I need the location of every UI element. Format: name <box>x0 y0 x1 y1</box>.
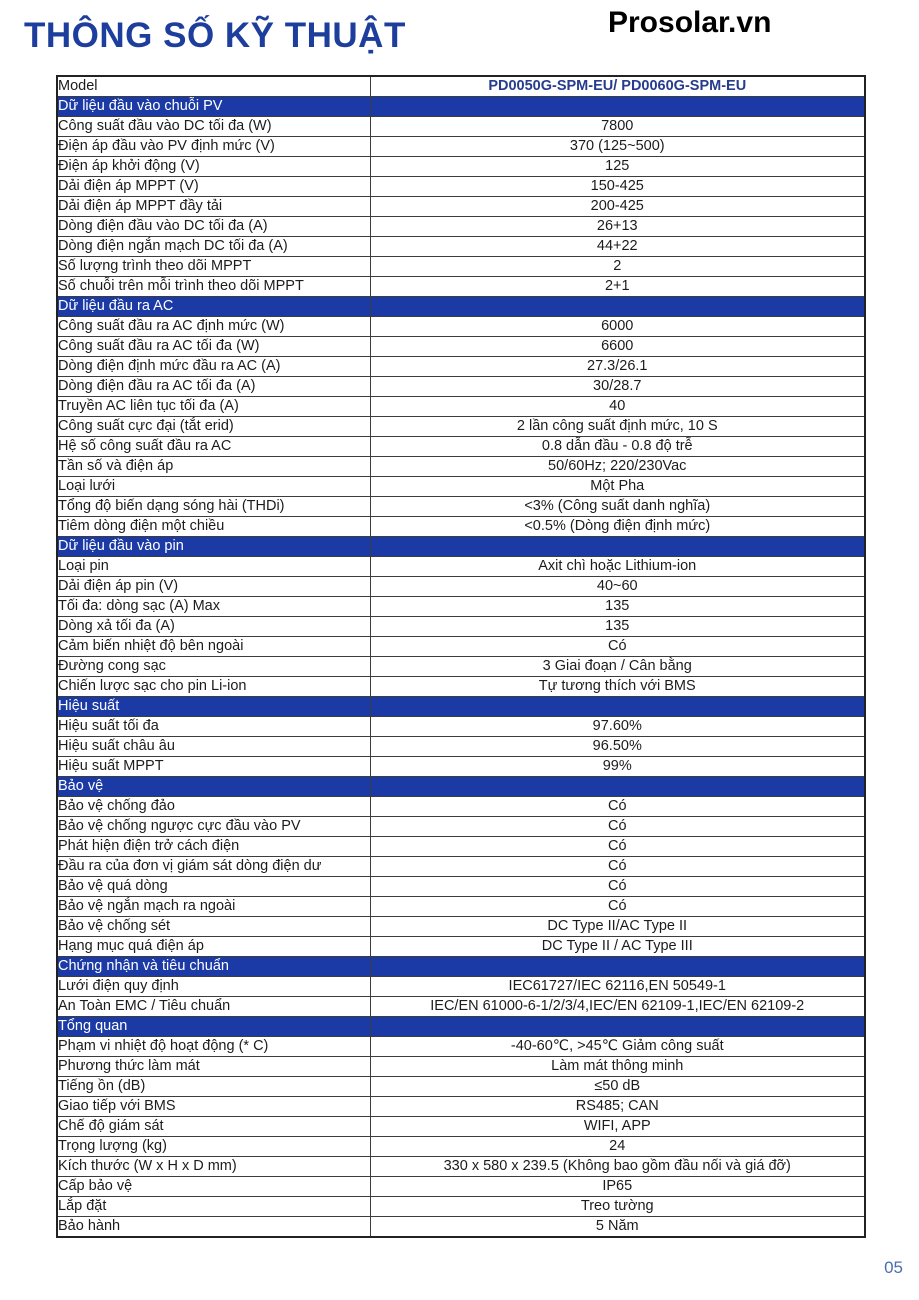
spec-label: Phạm vi nhiệt độ hoạt động (* C) <box>57 1037 370 1057</box>
section-title: Bảo vệ <box>57 777 370 797</box>
spec-value: Có <box>370 817 865 837</box>
page-number: 05 <box>884 1258 903 1277</box>
spec-row <box>57 357 865 377</box>
page-title: THÔNG SỐ KỸ THUẬT <box>24 16 406 55</box>
spec-value: 24 <box>370 1137 865 1157</box>
spec-value: 6600 <box>370 337 865 357</box>
spec-label: Bảo vệ quá dòng <box>57 877 370 897</box>
spec-label: Trọng lượng (kg) <box>57 1137 370 1157</box>
spec-value: 135 <box>370 617 865 637</box>
spec-label: Dải điện áp pin (V) <box>57 577 370 597</box>
spec-row <box>57 237 865 257</box>
spec-label: Giao tiếp với BMS <box>57 1097 370 1117</box>
spec-value: 96.50% <box>370 737 865 757</box>
spec-value: 40 <box>370 397 865 417</box>
spec-label: Bảo vệ chống đảo <box>57 797 370 817</box>
spec-row <box>57 857 865 877</box>
section-spacer <box>370 537 865 557</box>
spec-value: 97.60% <box>370 717 865 737</box>
spec-value: 370 (125~500) <box>370 137 865 157</box>
spec-value: 44+22 <box>370 237 865 257</box>
spec-value: WIFI, APP <box>370 1117 865 1137</box>
spec-value: IEC61727/IEC 62116,EN 50549-1 <box>370 977 865 997</box>
spec-value: 99% <box>370 757 865 777</box>
spec-row <box>57 837 865 857</box>
spec-value: 6000 <box>370 317 865 337</box>
spec-value: 150-425 <box>370 177 865 197</box>
spec-row <box>57 557 865 577</box>
spec-value: Treo tường <box>370 1197 865 1217</box>
spec-label: Lưới điện quy định <box>57 977 370 997</box>
spec-row <box>57 1217 865 1238</box>
spec-label: Hiệu suất MPPT <box>57 757 370 777</box>
spec-value: 200-425 <box>370 197 865 217</box>
section-header-row <box>57 1017 865 1037</box>
spec-value: 125 <box>370 157 865 177</box>
spec-value: Có <box>370 857 865 877</box>
spec-row <box>57 1197 865 1217</box>
spec-value: 30/28.7 <box>370 377 865 397</box>
spec-row <box>57 577 865 597</box>
spec-value: 40~60 <box>370 577 865 597</box>
spec-label: An Toàn EMC / Tiêu chuẩn <box>57 997 370 1017</box>
spec-value: Có <box>370 897 865 917</box>
spec-label: Dải điện áp MPPT (V) <box>57 177 370 197</box>
brand-logo: Prosolar.vn <box>608 6 772 39</box>
spec-value: ≤50 dB <box>370 1077 865 1097</box>
spec-row <box>57 1117 865 1137</box>
section-title: Dữ liệu đầu vào pin <box>57 537 370 557</box>
spec-label: Bảo vệ chống sét <box>57 917 370 937</box>
spec-row <box>57 737 865 757</box>
spec-label: Bảo vệ ngắn mạch ra ngoài <box>57 897 370 917</box>
spec-label: Đầu ra của đơn vị giám sát dòng điện dư <box>57 857 370 877</box>
spec-row <box>57 157 865 177</box>
spec-value: 2 lần công suất định mức, 10 S <box>370 417 865 437</box>
spec-label: Loại lưới <box>57 477 370 497</box>
spec-value: 27.3/26.1 <box>370 357 865 377</box>
spec-label: Cấp bảo vệ <box>57 1177 370 1197</box>
spec-label: Kích thước (W x H x D mm) <box>57 1157 370 1177</box>
spec-row <box>57 677 865 697</box>
spec-row <box>57 877 865 897</box>
spec-label: Loại pin <box>57 557 370 577</box>
section-header-row <box>57 697 865 717</box>
spec-row <box>57 317 865 337</box>
spec-row <box>57 437 865 457</box>
spec-row <box>57 797 865 817</box>
spec-value: 3 Giai đoạn / Cân bằng <box>370 657 865 677</box>
section-title: Chứng nhận và tiêu chuẩn <box>57 957 370 977</box>
spec-label: Phương thức làm mát <box>57 1057 370 1077</box>
spec-row <box>57 717 865 737</box>
spec-label: Công suất đầu vào DC tối đa (W) <box>57 117 370 137</box>
spec-value: Axit chì hoặc Lithium-ion <box>370 557 865 577</box>
spec-value: 330 x 580 x 239.5 (Không bao gồm đầu nối và giá đỡ) <box>370 1157 865 1177</box>
spec-label: Hạng mục quá điện áp <box>57 937 370 957</box>
spec-label: Tiêm dòng điện một chiều <box>57 517 370 537</box>
spec-label: Dòng điện đầu ra AC tối đa (A) <box>57 377 370 397</box>
spec-row <box>57 1057 865 1077</box>
spec-value: Một Pha <box>370 477 865 497</box>
spec-value: Làm mát thông minh <box>370 1057 865 1077</box>
spec-label: Công suất đầu ra AC tối đa (W) <box>57 337 370 357</box>
section-header-row <box>57 97 865 117</box>
spec-row <box>57 917 865 937</box>
spec-value: IEC/EN 61000-6-1/2/3/4,IEC/EN 62109-1,IEC/EN 62109-2 <box>370 997 865 1017</box>
spec-row <box>57 757 865 777</box>
spec-row <box>57 457 865 477</box>
spec-row <box>57 937 865 957</box>
spec-label: Tần số và điện áp <box>57 457 370 477</box>
spec-row <box>57 417 865 437</box>
spec-value: Có <box>370 797 865 817</box>
spec-value: 7800 <box>370 117 865 137</box>
spec-label: Chiến lược sạc cho pin Li-ion <box>57 677 370 697</box>
section-spacer <box>370 297 865 317</box>
spec-row <box>57 997 865 1017</box>
section-title: Tổng quan <box>57 1017 370 1037</box>
spec-label: Số lượng trình theo dõi MPPT <box>57 257 370 277</box>
spec-value: Có <box>370 837 865 857</box>
spec-label: Tổng độ biến dạng sóng hài (THDi) <box>57 497 370 517</box>
spec-row <box>57 197 865 217</box>
spec-row <box>57 257 865 277</box>
spec-row <box>57 1077 865 1097</box>
section-spacer <box>370 97 865 117</box>
spec-row <box>57 1097 865 1117</box>
spec-value: -40-60℃, >45℃ Giảm công suất <box>370 1037 865 1057</box>
spec-value: 2 <box>370 257 865 277</box>
spec-label: Dòng xả tối đa (A) <box>57 617 370 637</box>
spec-value: 135 <box>370 597 865 617</box>
spec-row <box>57 277 865 297</box>
spec-row <box>57 217 865 237</box>
spec-row <box>57 977 865 997</box>
spec-row <box>57 597 865 617</box>
spec-row <box>57 76 865 97</box>
spec-label: Điện áp đầu vào PV định mức (V) <box>57 137 370 157</box>
spec-row <box>57 1157 865 1177</box>
spec-value: Tự tương thích với BMS <box>370 677 865 697</box>
spec-label: Chế độ giám sát <box>57 1117 370 1137</box>
spec-row <box>57 397 865 417</box>
spec-value: PD0050G-SPM-EU/ PD0060G-SPM-EU <box>370 76 865 97</box>
spec-value: 26+13 <box>370 217 865 237</box>
spec-label: Đường cong sạc <box>57 657 370 677</box>
spec-label: Hệ số công suất đầu ra AC <box>57 437 370 457</box>
spec-value: DC Type II / AC Type III <box>370 937 865 957</box>
spec-label: Công suất đầu ra AC định mức (W) <box>57 317 370 337</box>
spec-label: Dải điện áp MPPT đầy tải <box>57 197 370 217</box>
section-title: Hiệu suất <box>57 697 370 717</box>
spec-label: Điện áp khởi động (V) <box>57 157 370 177</box>
spec-row <box>57 897 865 917</box>
spec-row <box>57 117 865 137</box>
section-header-row <box>57 777 865 797</box>
spec-value: <3% (Công suất danh nghĩa) <box>370 497 865 517</box>
spec-label: Dòng điện đầu vào DC tối đa (A) <box>57 217 370 237</box>
spec-row <box>57 377 865 397</box>
spec-label: Bảo hành <box>57 1217 370 1238</box>
spec-value: RS485; CAN <box>370 1097 865 1117</box>
spec-label: Bảo vệ chống ngược cực đầu vào PV <box>57 817 370 837</box>
spec-label: Hiệu suất tối đa <box>57 717 370 737</box>
spec-label: Model <box>57 76 370 97</box>
spec-value: 5 Năm <box>370 1217 865 1238</box>
spec-row <box>57 337 865 357</box>
spec-row <box>57 497 865 517</box>
spec-label: Hiệu suất châu âu <box>57 737 370 757</box>
spec-label: Công suất cực đại (tắt erid) <box>57 417 370 437</box>
section-spacer <box>370 957 865 977</box>
spec-value: 0.8 dẫn đầu - 0.8 độ trễ <box>370 437 865 457</box>
spec-row <box>57 617 865 637</box>
spec-label: Lắp đặt <box>57 1197 370 1217</box>
spec-row <box>57 477 865 497</box>
spec-label: Tiếng ồn (dB) <box>57 1077 370 1097</box>
spec-label: Tối đa: dòng sạc (A) Max <box>57 597 370 617</box>
section-header-row <box>57 957 865 977</box>
section-header-row <box>57 537 865 557</box>
spec-value: DC Type II/AC Type II <box>370 917 865 937</box>
spec-value: IP65 <box>370 1177 865 1197</box>
spec-row <box>57 637 865 657</box>
section-spacer <box>370 1017 865 1037</box>
spec-row <box>57 817 865 837</box>
spec-value: 2+1 <box>370 277 865 297</box>
spec-row <box>57 177 865 197</box>
spec-table <box>56 75 866 1238</box>
spec-label: Phát hiện điện trở cách điện <box>57 837 370 857</box>
spec-row <box>57 1177 865 1197</box>
spec-value: Có <box>370 877 865 897</box>
spec-label: Truyền AC liên tục tối đa (A) <box>57 397 370 417</box>
section-title: Dữ liệu đầu vào chuỗi PV <box>57 97 370 117</box>
spec-value: 50/60Hz; 220/230Vac <box>370 457 865 477</box>
spec-row <box>57 517 865 537</box>
spec-row <box>57 1137 865 1157</box>
spec-label: Dòng điện ngắn mạch DC tối đa (A) <box>57 237 370 257</box>
spec-label: Số chuỗi trên mỗi trình theo dõi MPPT <box>57 277 370 297</box>
section-title: Dữ liệu đầu ra AC <box>57 297 370 317</box>
section-spacer <box>370 697 865 717</box>
spec-label: Dòng điện định mức đầu ra AC (A) <box>57 357 370 377</box>
section-spacer <box>370 777 865 797</box>
spec-label: Cảm biến nhiệt độ bên ngoài <box>57 637 370 657</box>
spec-row <box>57 1037 865 1057</box>
section-header-row <box>57 297 865 317</box>
spec-row <box>57 657 865 677</box>
spec-row <box>57 137 865 157</box>
spec-value: <0.5% (Dòng điện định mức) <box>370 517 865 537</box>
spec-value: Có <box>370 637 865 657</box>
